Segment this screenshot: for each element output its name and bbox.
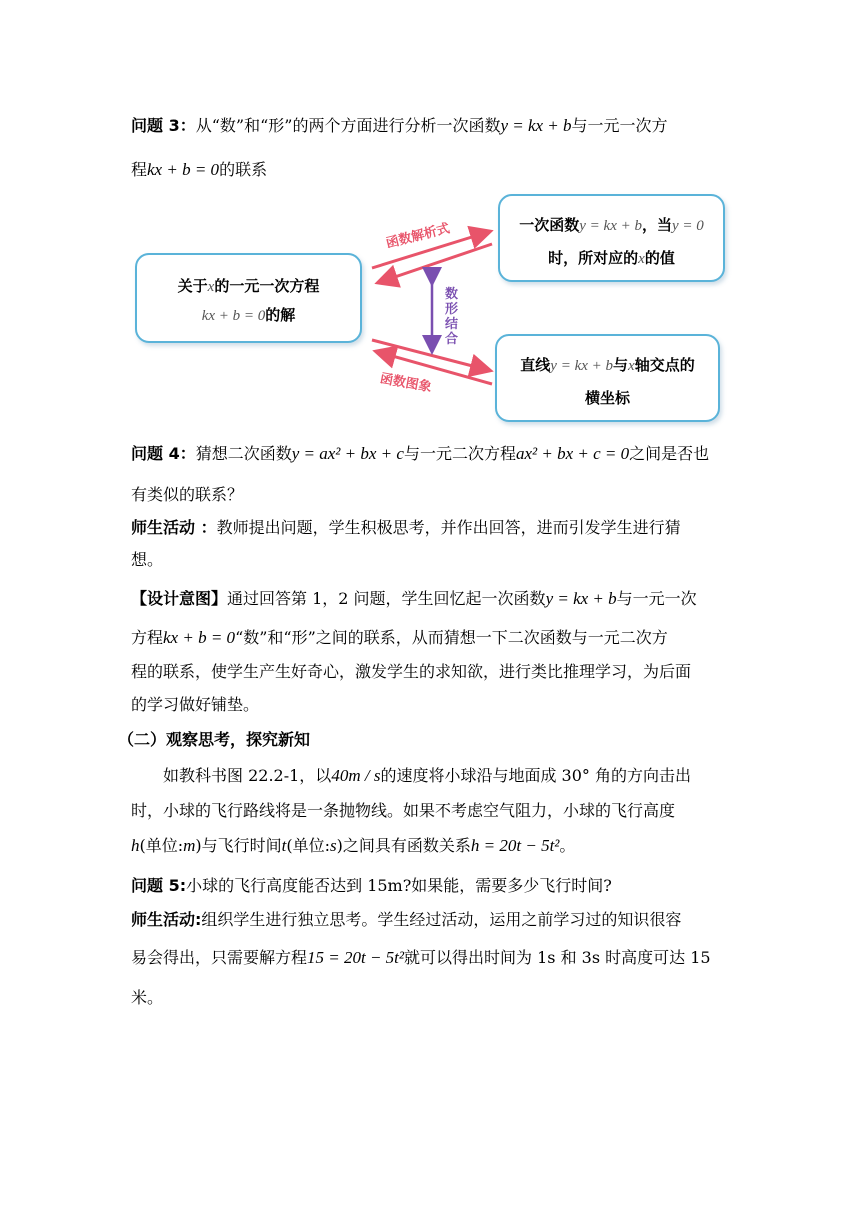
question-4-line-2: 有类似的联系？ (131, 485, 244, 504)
box-linear-function-value: 一次函数y = kx + b，当y = 0 时，所对应的x的值 (498, 194, 725, 282)
label-function-expression: 函数解析式 (384, 221, 452, 252)
activity-2-line-1: 师生活动:组织学生进行独立思考。学生经过活动，运用之前学习过的知识很容 (131, 910, 682, 929)
design-intent-line-4: 的学习做好铺垫。 (131, 695, 260, 714)
label-function-graph: 函数图象 (378, 371, 433, 396)
paragraph-line-3: h(单位:m)与飞行时间t(单位:s)之间具有函数关系h = 20t − 5t²。 (131, 836, 576, 855)
question-5-line: 问题 5:小球的飞行高度能否达到 15m?如果能，需要多少飞行时间? (131, 876, 612, 895)
label-number-shape: 数形结合 (445, 287, 459, 347)
box-equation-solution: 关于x的一元一次方程 kx + b = 0的解 (135, 253, 362, 343)
question-3-line-1: 问题 3：从“数”和“形”的两个方面进行分析一次函数y = kx + b与一元一次方 (131, 116, 668, 135)
section-2-heading: （二）观察思考，探究新知 (118, 730, 311, 749)
activity-2-line-3: 米。 (131, 988, 164, 1007)
question-4-label: 问题 4： (131, 444, 196, 463)
design-intent-line-2: 方程kx + b = 0“数”和“形”之间的联系，从而猜想一下二次函数与一元二次方 (131, 628, 668, 647)
activity-2-line-2: 易会得出，只需要解方程15 = 20t − 5t²就可以得出时间为 1s 和 3s 时高度可达 15 (131, 948, 711, 967)
question-3-line-2: 程kx + b = 0的联系 (131, 160, 268, 179)
diagram-arrows (0, 0, 860, 440)
paragraph-line-1: 如教科书图 22.2-1，以40m / s的速度将小球沿与地面成 30° 角的方向击出 (163, 766, 691, 785)
paragraph-line-2: 时，小球的飞行路线将是一条抛物线。如果不考虑空气阻力，小球的飞行高度 (131, 801, 676, 820)
formula-linear-function: y = kx + b (500, 116, 572, 135)
question-3-label: 问题 3： (131, 116, 196, 135)
formula-linear-equation: kx + b = 0 (147, 160, 220, 179)
design-intent-line-3: 程的联系，使学生产生好奇心，激发学生的求知欲，进行类比推理学习，为后面 (131, 662, 692, 681)
activity-1-line-2: 想。 (131, 550, 164, 569)
box-line-intercept: 直线y = kx + b与x轴交点的 横坐标 (495, 334, 720, 422)
activity-1-line-1: 师生活动 ：教师提出问题，学生积极思考，并作出回答，进而引发学生进行猜 (131, 518, 681, 537)
question-4-line-1: 问题 4：猜想二次函数y = ax² + bx + c与一元二次方程ax² + bx + c = 0之间是否也 (131, 444, 710, 463)
design-intent-line-1: 【设计意图】通过回答第 1，2 问题，学生回忆起一次函数y = kx + b与一元一次 (131, 589, 697, 608)
